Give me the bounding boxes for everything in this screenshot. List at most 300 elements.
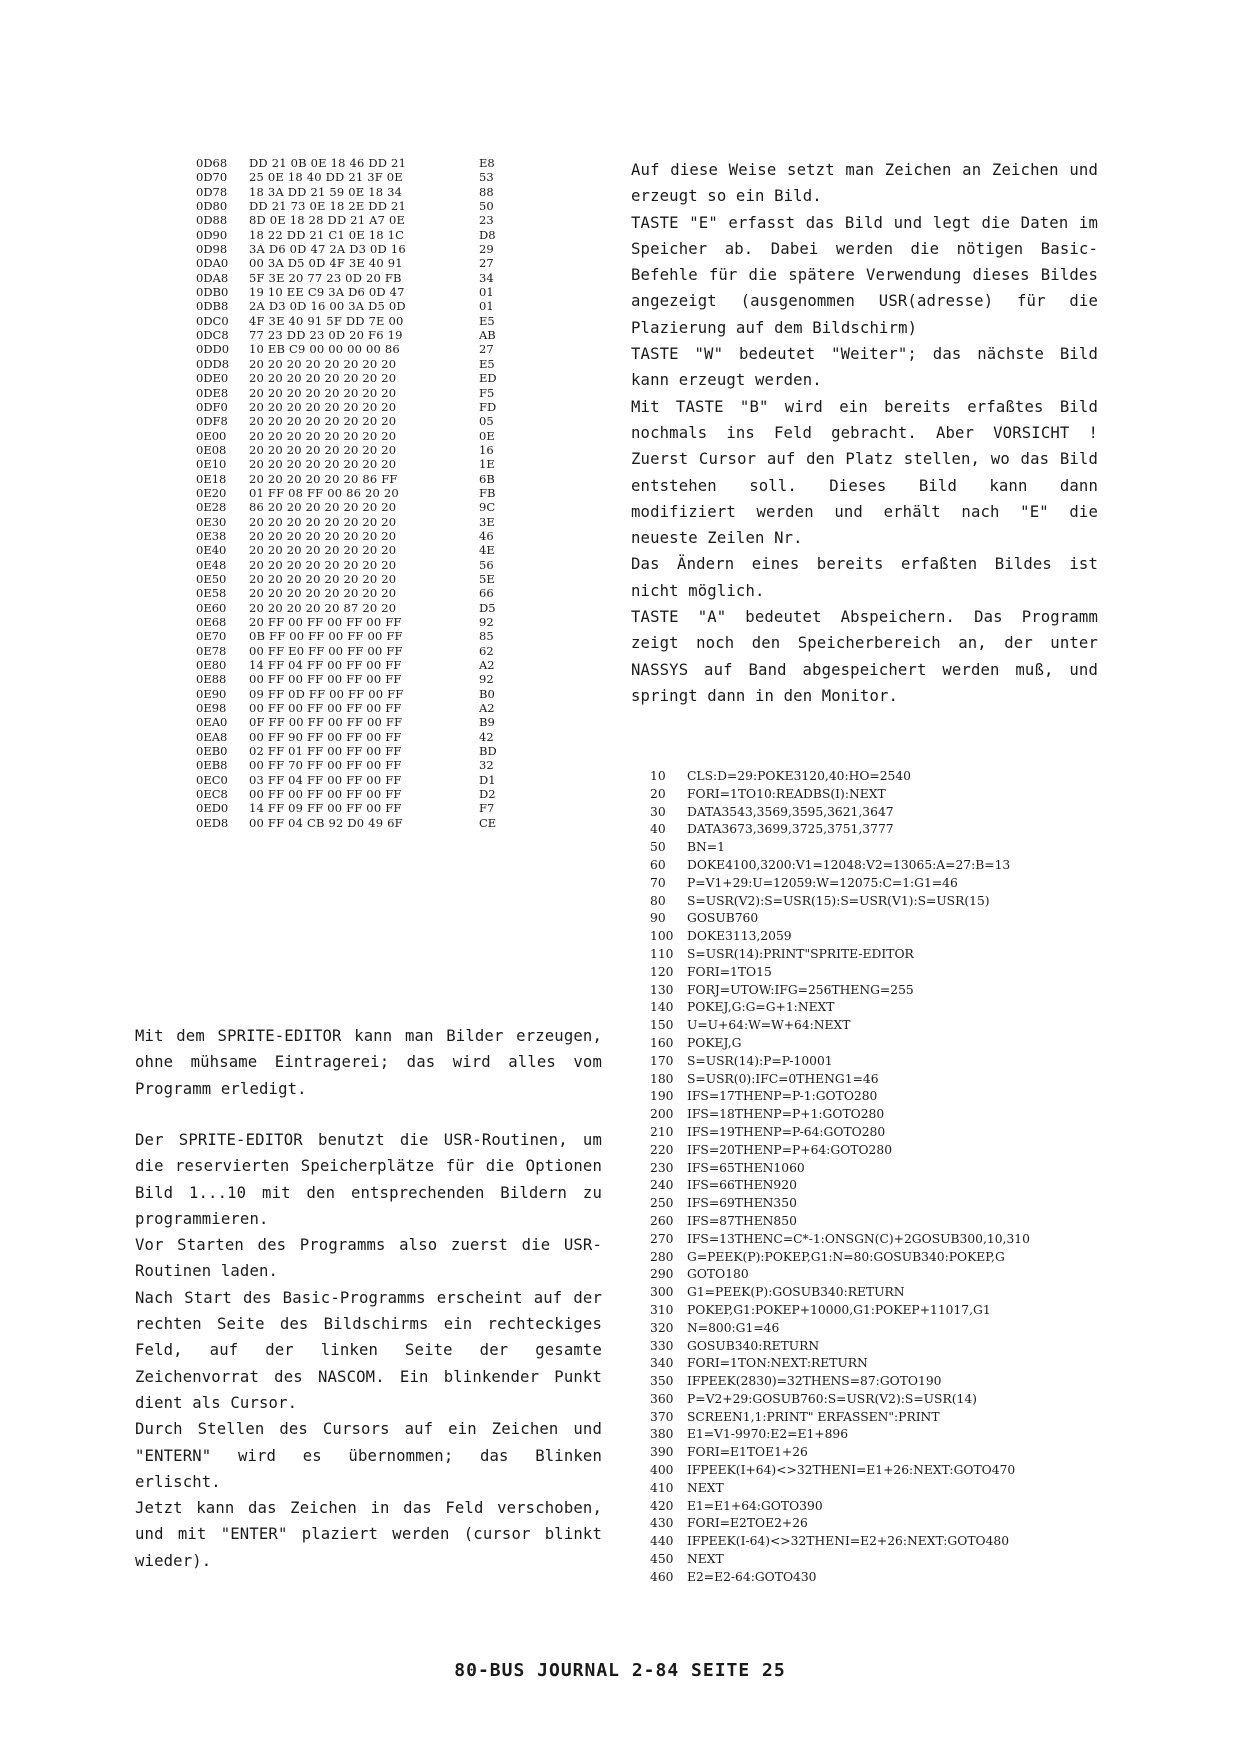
line-code: NEXT <box>687 1552 724 1567</box>
line-number: 370 <box>650 1409 674 1424</box>
hexdump-address: 0DC0 <box>196 313 229 328</box>
hexdump-row <box>196 515 526 529</box>
hexdump-address: 0D78 <box>196 184 228 199</box>
hexdump-bytes: 20 20 20 20 20 20 20 20 <box>249 557 397 572</box>
hexdump-row <box>196 500 526 514</box>
hexdump-bytes: 3A D6 0D 47 2A D3 0D 16 <box>249 242 406 257</box>
hexdump-checksum: 53 <box>479 170 494 185</box>
hexdump-row <box>196 801 526 815</box>
hexdump-row <box>196 586 526 600</box>
line-number: 20 <box>650 786 666 801</box>
line-code: DOKE4100,3200:V1=12048:V2=13065:A=27:B=13 <box>687 857 1011 872</box>
hexdump-checksum: 9C <box>479 500 496 515</box>
hexdump-row <box>196 658 526 672</box>
hexdump-bytes: 0B FF 00 FF 00 FF 00 FF <box>249 629 403 644</box>
hex-dump <box>196 156 526 830</box>
right-paragraph: TASTE "E" erfasst das Bild und legt die Daten im Speicher ab. Dabei werden die nötigen Basic-Befehle für die spätere Verwendung dieses Bildes angezeigt (ausgenommen USR(adresse) für die Plazierung auf dem Bildschirm) <box>631 213 1098 337</box>
line-code: U=U+64:W=W+64:NEXT <box>687 1018 851 1033</box>
hexdump-bytes: 20 20 20 20 20 20 86 FF <box>249 471 398 486</box>
hexdump-checksum: 32 <box>479 758 494 773</box>
line-code: E2=E2-64:GOTO430 <box>687 1569 817 1584</box>
line-code: POKEJ,G:G=G+1:NEXT <box>687 1000 835 1015</box>
hexdump-address: 0DE0 <box>196 371 229 386</box>
hexdump-row <box>196 558 526 572</box>
hexdump-bytes: 10 EB C9 00 00 00 00 86 <box>249 342 400 357</box>
hexdump-bytes: 20 20 20 20 20 20 20 20 <box>249 356 397 371</box>
hexdump-row <box>196 328 526 342</box>
hexdump-checksum: D1 <box>479 772 496 787</box>
hexdump-bytes: 20 20 20 20 20 20 20 20 <box>249 442 397 457</box>
hexdump-bytes: 03 FF 04 FF 00 FF 00 FF <box>249 772 402 787</box>
hexdump-checksum: A2 <box>479 658 495 673</box>
line-number: 320 <box>650 1320 674 1335</box>
hexdump-bytes: 02 FF 01 FF 00 FF 00 FF <box>249 744 402 759</box>
line-code: IFS=18THENP=P+1:GOTO280 <box>687 1107 885 1122</box>
hexdump-address: 0EA8 <box>196 729 228 744</box>
line-code: IFPEEK(2830)=32THENS=87:GOTO190 <box>687 1374 942 1389</box>
hexdump-row <box>196 386 526 400</box>
hexdump-bytes: 00 FF 90 FF 00 FF 00 FF <box>249 729 402 744</box>
hexdump-bytes: 86 20 20 20 20 20 20 20 <box>249 500 397 515</box>
hexdump-checksum: D5 <box>479 600 496 615</box>
line-number: 170 <box>650 1053 674 1068</box>
hexdump-row <box>196 644 526 658</box>
line-code: E1=E1+64:GOTO390 <box>687 1498 823 1513</box>
left-paragraph: Durch Stellen des Cursors auf ein Zeichen und "ENTERN" wird es übernommen; das Blinken erlischt. <box>135 1420 602 1491</box>
listing-line <box>650 1071 1110 1089</box>
line-code: G=PEEK(P):POKEP,G1:N=80:GOSUB340:POKEP,G <box>687 1249 1005 1264</box>
right-paragraph: TASTE "W" bedeutet "Weiter"; das nächste Bild kann erzeugt werden. <box>631 345 1098 390</box>
line-code: P=V2+29:GOSUB760:S=USR(V2):S=USR(14) <box>687 1391 977 1406</box>
hexdump-address: 0E68 <box>196 615 227 629</box>
hexdump-row <box>196 730 526 744</box>
hexdump-address: 0DF0 <box>196 399 228 414</box>
hexdump-row <box>196 429 526 443</box>
hexdump-address: 0EB0 <box>196 744 228 759</box>
hexdump-address: 0E98 <box>196 701 227 716</box>
hexdump-bytes: 20 20 20 20 20 20 20 20 <box>249 371 397 386</box>
line-code: IFPEEK(I+64)<>32THENI=E1+26:NEXT:GOTO470 <box>687 1463 1016 1478</box>
hexdump-bytes: 20 20 20 20 20 20 20 20 <box>249 457 397 472</box>
line-number: 350 <box>650 1374 674 1389</box>
line-code: BN=1 <box>687 840 725 855</box>
listing-line <box>650 1124 1110 1142</box>
hexdump-address: 0DA8 <box>196 270 229 285</box>
listing-line <box>650 982 1110 1000</box>
hexdump-address: 0E58 <box>196 586 227 601</box>
line-number: 240 <box>650 1178 674 1193</box>
hexdump-row <box>196 156 526 170</box>
listing-line <box>650 1515 1110 1533</box>
hexdump-row <box>196 687 526 701</box>
line-number: 120 <box>650 964 674 979</box>
line-number: 460 <box>650 1569 674 1584</box>
line-number: 150 <box>650 1018 674 1033</box>
hexdump-address: 0D88 <box>196 213 228 228</box>
hexdump-address: 0E60 <box>196 600 227 615</box>
listing-line <box>650 1444 1110 1462</box>
right-paragraph: Mit TASTE "B" wird ein bereits erfaßtes Bild nochmals ins Feld gebracht. Aber VORSICHT ! Zuerst Cursor auf den Platz stellen, wo das Bild entstehen soll. Dieses Bild kann dann modifiziert werden und erhält nach "E" die neueste Zeilen Nr. <box>631 397 1098 548</box>
hexdump-checksum: E5 <box>479 356 495 371</box>
hexdump-row <box>196 314 526 328</box>
hexdump-bytes: 77 23 DD 23 0D 20 F6 19 <box>249 328 403 343</box>
right-paragraph: Das Ändern eines bereits erfaßten Bildes ist nicht möglich. <box>631 555 1098 600</box>
hexdump-row <box>196 629 526 643</box>
hexdump-checksum: B0 <box>479 686 495 701</box>
hexdump-row <box>196 758 526 772</box>
line-number: 90 <box>650 911 666 926</box>
left-paragraph: Vor Starten des Programms also zuerst die USR-Routinen laden. <box>135 1236 602 1281</box>
hexdump-row <box>196 400 526 414</box>
hexdump-address: 0ED8 <box>196 815 229 830</box>
hexdump-checksum: 88 <box>479 184 494 199</box>
line-number: 220 <box>650 1142 674 1157</box>
line-number: 180 <box>650 1071 674 1086</box>
hexdump-address: 0E08 <box>196 442 227 457</box>
hexdump-row <box>196 185 526 199</box>
hexdump-bytes: 14 FF 04 FF 00 FF 00 FF <box>249 658 402 673</box>
listing-line <box>650 1551 1110 1569</box>
hexdump-bytes: 20 20 20 20 20 87 20 20 <box>249 600 397 615</box>
line-code: POKEP,G1:POKEP+10000,G1:POKEP+11017,G1 <box>687 1302 991 1317</box>
line-number: 10 <box>650 769 666 783</box>
line-number: 410 <box>650 1480 674 1495</box>
hexdump-checksum: D2 <box>479 787 496 802</box>
hexdump-address: 0D90 <box>196 227 228 242</box>
listing-line <box>650 786 1110 804</box>
hexdump-row <box>196 357 526 371</box>
line-number: 130 <box>650 982 674 997</box>
hexdump-checksum: E5 <box>479 313 495 328</box>
listing-line <box>650 768 1110 786</box>
hexdump-bytes: 20 20 20 20 20 20 20 20 <box>249 528 397 543</box>
line-code: SCREEN1,1:PRINT" ERFASSEN":PRINT <box>687 1409 940 1424</box>
line-number: 160 <box>650 1035 674 1050</box>
line-number: 310 <box>650 1302 674 1317</box>
listing-line <box>650 1569 1110 1587</box>
hexdump-bytes: 20 20 20 20 20 20 20 20 <box>249 543 397 558</box>
listing-line <box>650 928 1110 946</box>
hexdump-address: 0DD0 <box>196 342 230 357</box>
line-number: 190 <box>650 1089 674 1104</box>
line-code: P=V1+29:U=12059:W=12075:C=1:G1=46 <box>687 875 958 890</box>
line-code: IFS=69THEN350 <box>687 1196 797 1211</box>
listing-line <box>650 1480 1110 1498</box>
line-number: 380 <box>650 1427 674 1442</box>
hexdump-checksum: 6B <box>479 471 495 486</box>
left-paragraph: Der SPRITE-EDITOR benutzt die USR-Routinen, um die reservierten Speicherplätze für die Optionen Bild 1...10 mit den entsprechenden Bildern zu programmieren. <box>135 1131 602 1228</box>
hexdump-bytes: DD 21 73 0E 18 2E DD 21 <box>249 199 407 214</box>
line-number: 60 <box>650 857 666 872</box>
hexdump-address: 0E10 <box>196 457 227 472</box>
hexdump-address: 0DC8 <box>196 328 229 343</box>
hexdump-row <box>196 342 526 356</box>
hexdump-checksum: F5 <box>479 385 495 400</box>
line-number: 210 <box>650 1124 674 1139</box>
hexdump-bytes: 00 FF 00 FF 00 FF 00 FF <box>249 701 402 716</box>
hexdump-address: 0DD8 <box>196 356 230 371</box>
hexdump-bytes: 20 20 20 20 20 20 20 20 <box>249 586 397 601</box>
hexdump-checksum: 34 <box>479 270 494 285</box>
line-number: 250 <box>650 1196 674 1211</box>
listing-line <box>650 1035 1110 1053</box>
line-code: S=USR(V2):S=USR(15):S=USR(V1):S=USR(15) <box>687 893 990 908</box>
hexdump-row <box>196 572 526 586</box>
line-code: FORJ=UTOW:IFG=256THENG=255 <box>687 982 914 997</box>
line-number: 360 <box>650 1391 674 1406</box>
hexdump-bytes: 5F 3E 20 77 23 0D 20 FB <box>249 270 402 285</box>
listing-line <box>650 1195 1110 1213</box>
hexdump-address: 0E88 <box>196 672 227 687</box>
hexdump-address: 0E20 <box>196 485 227 500</box>
listing-line <box>650 1177 1110 1195</box>
hexdump-checksum: 4E <box>479 543 495 558</box>
line-code: IFS=13THENC=C*-1:ONSGN(C)+2GOSUB300,10,310 <box>687 1231 1030 1246</box>
line-code: S=USR(14):PRINT"SPRITE-EDITOR <box>687 946 914 961</box>
listing-line <box>650 875 1110 893</box>
line-number: 430 <box>650 1516 674 1531</box>
hexdump-address: 0E28 <box>196 500 227 515</box>
hexdump-row <box>196 472 526 486</box>
hexdump-address: 0E18 <box>196 471 227 486</box>
line-number: 300 <box>650 1285 674 1300</box>
line-number: 70 <box>650 875 666 890</box>
hexdump-address: 0E38 <box>196 528 227 543</box>
listing-line <box>650 1533 1110 1551</box>
hexdump-checksum: B9 <box>479 715 495 730</box>
hexdump-checksum: FD <box>479 399 497 414</box>
listing-line <box>650 1249 1110 1267</box>
hexdump-bytes: 25 0E 18 40 DD 21 3F 0E <box>249 170 403 185</box>
hexdump-checksum: 66 <box>479 586 494 601</box>
hexdump-row <box>196 787 526 801</box>
line-code: GOSUB340:RETURN <box>687 1338 820 1353</box>
hexdump-bytes: DD 21 0B 0E 18 46 DD 21 <box>249 156 407 170</box>
line-code: DOKE3113,2059 <box>687 929 792 944</box>
hexdump-row <box>196 271 526 285</box>
hexdump-row <box>196 672 526 686</box>
line-number: 270 <box>650 1231 674 1246</box>
hexdump-checksum: 62 <box>479 643 494 658</box>
listing-line <box>650 1160 1110 1178</box>
line-number: 340 <box>650 1356 674 1371</box>
hexdump-bytes: 19 10 EE C9 3A D6 0D 47 <box>249 285 405 300</box>
line-code: IFS=87THEN850 <box>687 1213 797 1228</box>
hexdump-address: 0EC8 <box>196 787 228 802</box>
line-number: 400 <box>650 1463 674 1478</box>
hexdump-address: 0E90 <box>196 686 227 701</box>
hexdump-address: 0D80 <box>196 199 228 214</box>
listing-line <box>650 999 1110 1017</box>
listing-line <box>650 1302 1110 1320</box>
hexdump-checksum: 3E <box>479 514 495 529</box>
hexdump-bytes: 20 20 20 20 20 20 20 20 <box>249 514 397 529</box>
hexdump-checksum: BD <box>479 744 497 759</box>
line-code: POKEJ,G <box>687 1035 742 1050</box>
listing-line <box>650 1142 1110 1160</box>
right-column-text <box>631 157 1098 709</box>
line-code: IFS=65THEN1060 <box>687 1160 805 1175</box>
hexdump-bytes: 09 FF 0D FF 00 FF 00 FF <box>249 686 404 701</box>
hexdump-bytes: 20 20 20 20 20 20 20 20 <box>249 428 397 443</box>
listing-line <box>650 1391 1110 1409</box>
left-paragraph: Jetzt kann das Zeichen in das Feld verschoben, und mit "ENTER" plaziert werden (cursor blinkt wieder). <box>135 1499 602 1570</box>
basic-listing <box>650 768 1110 1587</box>
line-code: E1=V1-9970:E2=E1+896 <box>687 1427 849 1442</box>
listing-line <box>650 1338 1110 1356</box>
hexdump-bytes: 0F FF 00 FF 00 FF 00 FF <box>249 715 403 730</box>
hexdump-bytes: 00 FF 00 FF 00 FF 00 FF <box>249 672 402 687</box>
hexdump-address: 0D98 <box>196 242 228 257</box>
line-code: FORI=1TO15 <box>687 964 772 979</box>
hexdump-row <box>196 299 526 313</box>
hexdump-bytes: 20 20 20 20 20 20 20 20 <box>249 571 397 586</box>
line-number: 290 <box>650 1267 674 1282</box>
hexdump-checksum: 50 <box>479 199 494 214</box>
hexdump-row <box>196 443 526 457</box>
hexdump-address: 0E80 <box>196 658 227 673</box>
hexdump-address: 0DF8 <box>196 414 228 429</box>
listing-line <box>650 804 1110 822</box>
hexdump-address: 0DB8 <box>196 299 229 314</box>
hexdump-checksum: 01 <box>479 299 494 314</box>
right-paragraph: Auf diese Weise setzt man Zeichen an Zeichen und erzeugt so ein Bild. <box>631 161 1098 206</box>
hexdump-bytes: 00 FF 70 FF 00 FF 00 FF <box>249 758 402 773</box>
listing-line <box>650 1017 1110 1035</box>
hexdump-checksum: 56 <box>479 557 494 572</box>
hexdump-checksum: 92 <box>479 615 494 629</box>
line-number: 100 <box>650 929 674 944</box>
hexdump-bytes: 20 20 20 20 20 20 20 20 <box>249 414 397 429</box>
line-code: IFS=17THENP=P-1:GOTO280 <box>687 1089 878 1104</box>
listing-line <box>650 910 1110 928</box>
left-column-intro <box>135 1023 602 1102</box>
hexdump-checksum: 42 <box>479 729 494 744</box>
hexdump-checksum: 0E <box>479 428 495 443</box>
hexdump-checksum: 29 <box>479 242 494 257</box>
hexdump-address: 0E50 <box>196 571 227 586</box>
line-code: DATA3543,3569,3595,3621,3647 <box>687 804 894 819</box>
listing-line <box>650 1053 1110 1071</box>
line-code: IFS=66THEN920 <box>687 1178 797 1193</box>
hexdump-row <box>196 199 526 213</box>
listing-line <box>650 946 1110 964</box>
hexdump-checksum: F7 <box>479 801 495 816</box>
hexdump-row <box>196 228 526 242</box>
hexdump-row <box>196 414 526 428</box>
line-number: 40 <box>650 822 666 837</box>
hexdump-row <box>196 170 526 184</box>
line-number: 260 <box>650 1213 674 1228</box>
hexdump-row <box>196 816 526 830</box>
hexdump-address: 0DB0 <box>196 285 229 300</box>
line-code: IFS=20THENP=P+64:GOTO280 <box>687 1142 893 1157</box>
hexdump-row <box>196 715 526 729</box>
hexdump-bytes: 2A D3 0D 16 00 3A D5 0D <box>249 299 406 314</box>
line-number: 140 <box>650 1000 674 1015</box>
listing-line <box>650 1355 1110 1373</box>
hexdump-checksum: 05 <box>479 414 494 429</box>
hexdump-row <box>196 543 526 557</box>
hexdump-row <box>196 285 526 299</box>
listing-line <box>650 1462 1110 1480</box>
line-number: 200 <box>650 1107 674 1122</box>
line-code: FORI=1TO10:READBS(I):NEXT <box>687 786 886 801</box>
hexdump-bytes: 00 3A D5 0D 4F 3E 40 91 <box>249 256 403 271</box>
hexdump-checksum: 23 <box>479 213 494 228</box>
listing-line <box>650 1106 1110 1124</box>
hexdump-row <box>196 601 526 615</box>
left-paragraph: Nach Start des Basic-Programms erscheint auf der rechten Seite des Bildschirms ein rechteckiges Feld, auf der linken Seite der gesamte Zeichenvorrat des NASCOM. Ein blinkender Punkt dient als Cursor. <box>135 1288 602 1412</box>
hexdump-address: 0E30 <box>196 514 227 529</box>
hexdump-checksum: FB <box>479 485 496 500</box>
hexdump-address: 0ED0 <box>196 801 229 816</box>
hexdump-row <box>196 529 526 543</box>
listing-line <box>650 1409 1110 1427</box>
listing-line <box>650 1373 1110 1391</box>
line-code: IFS=19THENP=P-64:GOTO280 <box>687 1124 886 1139</box>
line-number: 80 <box>650 893 666 908</box>
line-code: NEXT <box>687 1480 724 1495</box>
line-number: 30 <box>650 804 666 819</box>
hexdump-row <box>196 242 526 256</box>
hexdump-bytes: 20 20 20 20 20 20 20 20 <box>249 399 397 414</box>
line-number: 50 <box>650 840 666 855</box>
hexdump-address: 0D68 <box>196 156 228 170</box>
left-column-text <box>135 1127 602 1574</box>
listing-line <box>650 839 1110 857</box>
hexdump-checksum: 92 <box>479 672 494 687</box>
hexdump-row <box>196 773 526 787</box>
hexdump-checksum: 1E <box>479 457 495 472</box>
hexdump-bytes: 00 FF E0 FF 00 FF 00 FF <box>249 643 403 658</box>
hexdump-row <box>196 744 526 758</box>
hexdump-bytes: 00 FF 00 FF 00 FF 00 FF <box>249 787 402 802</box>
listing-line <box>650 1266 1110 1284</box>
line-code: S=USR(0):IFC=0THENG1=46 <box>687 1071 879 1086</box>
hexdump-checksum: A2 <box>479 701 495 716</box>
hexdump-row <box>196 701 526 715</box>
listing-line <box>650 1231 1110 1249</box>
hexdump-address: 0EC0 <box>196 772 228 787</box>
line-code: S=USR(14):P=P-10001 <box>687 1053 833 1068</box>
hexdump-address: 0EB8 <box>196 758 228 773</box>
listing-line <box>650 964 1110 982</box>
hexdump-row <box>196 213 526 227</box>
hexdump-checksum: AB <box>479 328 496 343</box>
hexdump-address: 0DE8 <box>196 385 229 400</box>
line-number: 450 <box>650 1552 674 1567</box>
listing-line <box>650 1320 1110 1338</box>
line-code: G1=PEEK(P):GOSUB340:RETURN <box>687 1285 905 1300</box>
line-number: 440 <box>650 1534 674 1549</box>
hexdump-checksum: 01 <box>479 285 494 300</box>
hexdump-address: 0EA0 <box>196 715 228 730</box>
hexdump-checksum: 16 <box>479 442 494 457</box>
hexdump-row <box>196 486 526 500</box>
line-code: IFPEEK(I-64)<>32THENI=E2+26:NEXT:GOTO480 <box>687 1534 1010 1549</box>
line-number: 420 <box>650 1498 674 1513</box>
listing-line <box>650 1088 1110 1106</box>
hexdump-address: 0E78 <box>196 643 227 658</box>
hexdump-bytes: 01 FF 08 FF 00 86 20 20 <box>249 485 399 500</box>
hexdump-checksum: 85 <box>479 629 494 644</box>
hexdump-address: 0D70 <box>196 170 228 185</box>
listing-line <box>650 1284 1110 1302</box>
hexdump-checksum: 5E <box>479 571 495 586</box>
line-number: 330 <box>650 1338 674 1353</box>
hexdump-address: 0DA0 <box>196 256 229 271</box>
